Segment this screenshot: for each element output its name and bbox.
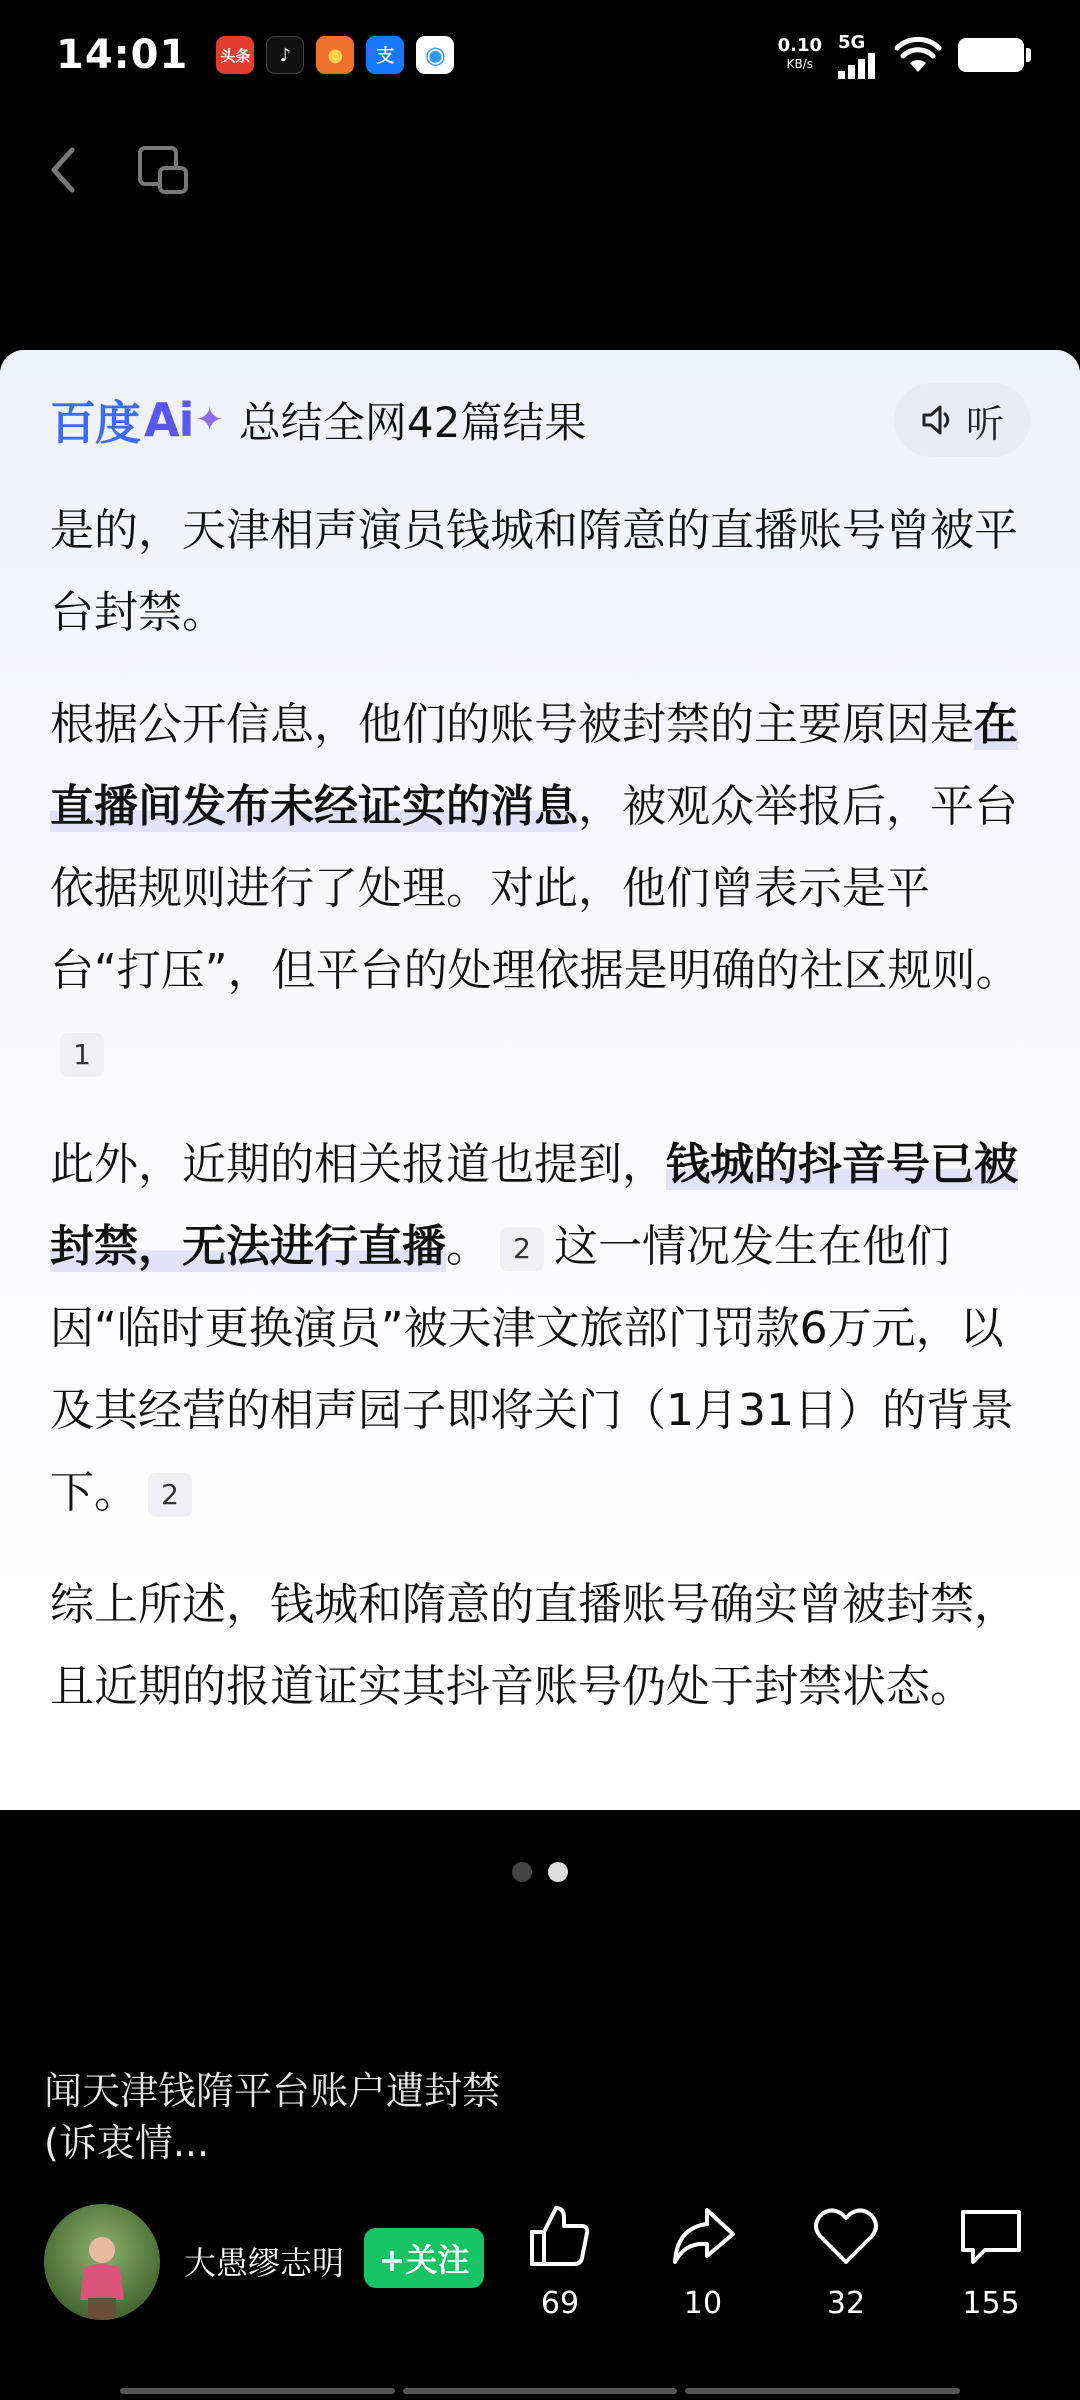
listen-button[interactable]: 听	[894, 383, 1030, 457]
toutiao-app-icon: 头条	[216, 36, 254, 74]
share-arrow-icon	[667, 2200, 739, 2272]
avatar[interactable]	[44, 2204, 160, 2320]
pager-dot[interactable]	[512, 1862, 532, 1882]
pager-dot-active[interactable]	[548, 1862, 568, 1882]
baidu-ai-logo: 百度 Ai ✦	[50, 393, 223, 450]
status-time: 14:01	[56, 32, 189, 78]
comment-count: 155	[962, 2286, 1020, 2321]
comment-button[interactable]	[936, 2200, 1046, 2321]
wifi-icon	[894, 36, 942, 74]
highlight-text: 钱城的抖音号已被封禁，无法进行直播	[50, 1139, 1018, 1272]
heart-icon	[810, 2200, 882, 2272]
net-speed: 0.10 KB/s	[777, 35, 822, 71]
post-caption[interactable]: 闻天津钱隋平台账户遭封禁 (诉衷情...	[44, 2069, 501, 2165]
cell-signal-icon: 5G	[838, 32, 878, 79]
thumbs-up-icon	[524, 2200, 596, 2272]
summary-title: 总结全网42篇结果	[238, 398, 587, 447]
favorite-count: 32	[826, 2286, 866, 2321]
notification-icons	[216, 36, 454, 74]
tiktok-app-icon: ♪	[266, 36, 304, 74]
status-bar	[0, 0, 1080, 110]
app-icon-blue: ◉	[416, 36, 454, 74]
paragraph-3: 此外，近期的相关报道也提到，钱城的抖音号已被封禁，无法进行直播。 2 这一情况发生在他们因“临时更换演员”被天津文旅部门罚款6万元，以及其经营的相声园子即将关门（1月31日）的背景下。 2	[50, 1139, 1018, 1518]
ai-summary-card	[0, 350, 1080, 1810]
citation-badge[interactable]: 1	[60, 1033, 104, 1077]
alipay-app-icon: 支	[366, 36, 404, 74]
battery-icon	[958, 38, 1024, 72]
citation-badge[interactable]: 2	[148, 1473, 192, 1517]
paragraph-4: 综上所述，钱城和隋意的直播账号确实曾被封禁，且近期的报道证实其抖音账号仍处于封禁状态。	[50, 1579, 1018, 1712]
card-header	[50, 350, 1030, 490]
favorite-button[interactable]	[791, 2200, 901, 2321]
bottom-action-bar	[0, 2200, 1080, 2340]
sparkle-icon: ✦	[195, 400, 223, 440]
image-pager-dots	[0, 1862, 1080, 1882]
author-name[interactable]: 大愚缪志明	[184, 2244, 345, 2282]
paragraph-2: 根据公开信息，他们的账号被封禁的主要原因是在直播间发布未经证实的消息，被观众举报后，平台依据规则进行了处理。对此，他们曾表示是平台“打压”，但平台的处理依据是明确的社区规则。1	[50, 684, 1030, 1094]
like-button[interactable]	[505, 2200, 615, 2321]
floating-window-icon[interactable]	[132, 138, 196, 202]
back-arrow-icon[interactable]	[36, 140, 96, 200]
citation-badge[interactable]: 2	[500, 1227, 544, 1271]
comment-bubble-icon	[955, 2200, 1027, 2272]
speaker-icon	[920, 402, 956, 438]
highlight-text: 在直播间发布未经证实的消息	[50, 699, 1018, 832]
follow-button[interactable]: +关注	[364, 2228, 484, 2288]
status-right	[778, 32, 1024, 79]
progress-segments	[120, 2388, 960, 2394]
share-count: 10	[683, 2286, 723, 2321]
share-button[interactable]	[648, 2200, 758, 2321]
paragraph-1: 是的，天津相声演员钱城和隋意的直播账号曾被平台封禁。	[50, 505, 1018, 638]
like-count: 69	[540, 2286, 580, 2321]
app-icon-orange: ●	[316, 36, 354, 74]
top-nav	[0, 130, 1080, 210]
